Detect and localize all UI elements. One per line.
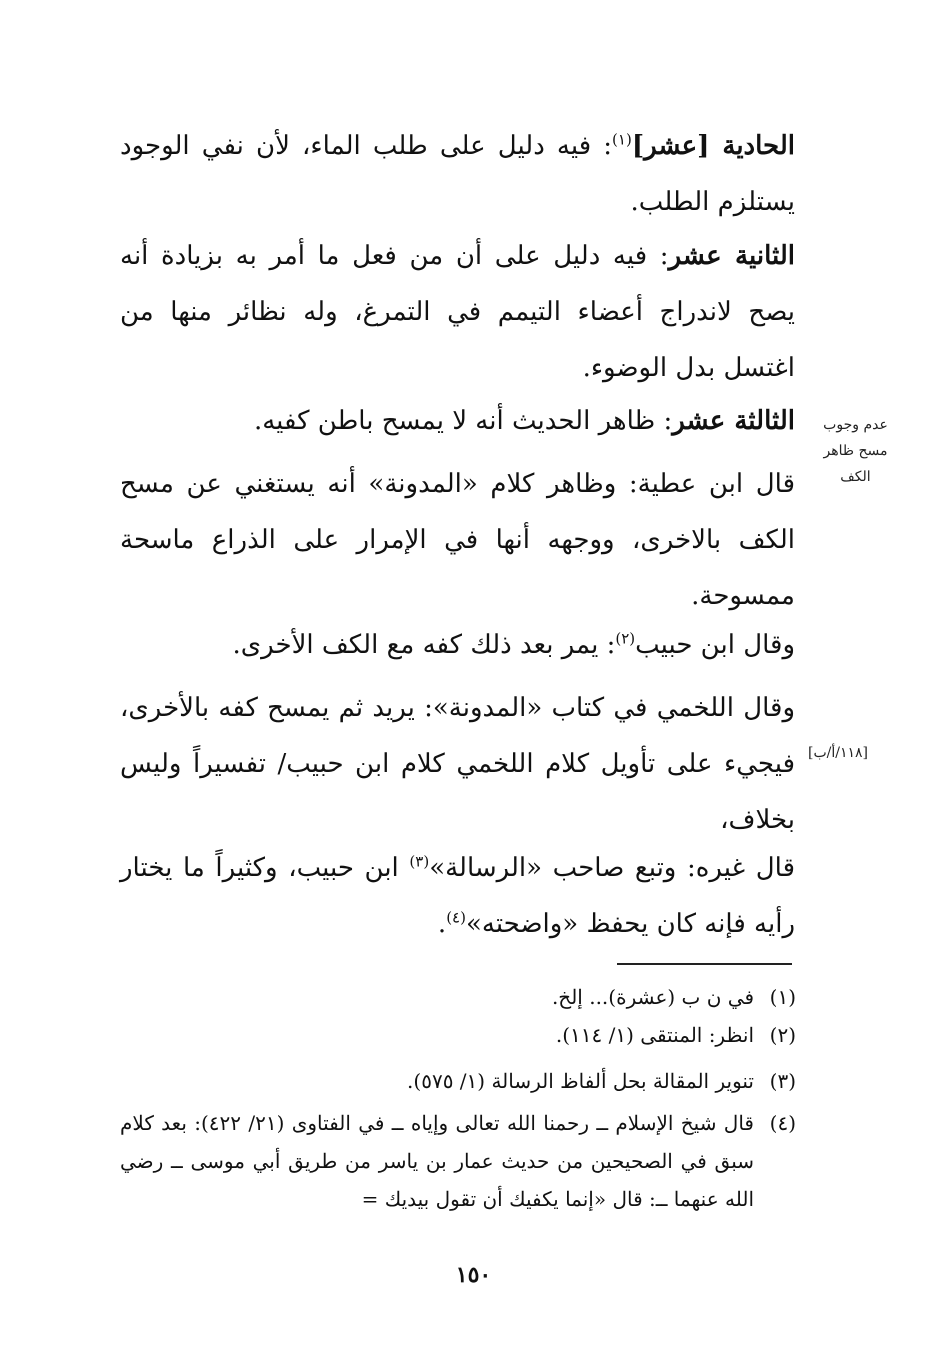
paragraph-lakhmi (120, 680, 795, 848)
paragraph-text: : ظاهر الحديث أنه لا يمسح باطن كفيه. (253, 406, 673, 436)
margin-note-line: عدم وجوب (823, 417, 888, 433)
footnote-number: (٢) (769, 1023, 796, 1047)
footnote-marker: (٣) (409, 852, 430, 871)
footnote-separator (617, 963, 792, 965)
paragraph-text: . (437, 909, 447, 939)
paragraph-text: : فيه دليل على أن من فعل ما أمر به بزيادة أنه يصح لاندراج أعضاء التيمم في التمرغ، وله نظائر منها من اغتسل بدل الوضوء. (120, 241, 795, 383)
footnote-4 (120, 1104, 796, 1218)
paragraph-text: : يمر بعد ذلك كفه مع الكف الأخرى. (232, 630, 616, 660)
footnote-2 (120, 1016, 796, 1054)
footnote-text: في ن ب (عشرة)... إلخ. (551, 985, 754, 1009)
paragraph-label: الحادية [عشر] (631, 131, 795, 161)
paragraph-text: : فيه دليل على طلب الماء، لأن نفي الوجود يستلزم الطلب. (120, 131, 795, 217)
paragraph-13 (120, 393, 795, 449)
footnote-3 (120, 1062, 796, 1100)
paragraph-label: الثالثة عشر (672, 406, 795, 436)
footnote-marker: (٢) (615, 629, 636, 648)
paragraph-text: قال غيره: وتبع صاحب «الرسالة» (429, 853, 796, 883)
margin-note-line: مسح ظاهر (823, 443, 888, 459)
footnote-number: (١) (769, 985, 796, 1009)
footnote-number: (٤) (769, 1111, 796, 1135)
paragraph-11 (120, 118, 795, 230)
margin-note (808, 412, 903, 490)
paragraph-12 (120, 228, 795, 396)
footnote-1 (120, 978, 796, 1016)
manuscript-folio-reference: [١١٨/أ/ب] (808, 745, 869, 761)
paragraph-ibn-atiyya (120, 456, 795, 624)
paragraph-label: الثانية عشر (668, 241, 795, 271)
footnote-text: انظر: المنتقى (١/ ١١٤). (555, 1023, 754, 1047)
paragraph-text: وقال ابن حبيب (635, 630, 795, 660)
footnote-marker: (١) (612, 130, 632, 149)
paragraph-text: ابن حبيب، وكثيراً ما يختار رأيه فإنه كان يحفظ «واضحته» (120, 853, 795, 939)
paragraph-text: قال ابن عطية: وظاهر كلام «المدونة» أنه يستغني عن مسح الكف بالاخرى، ووجهه أنها في الإمرار على الذراع ماسحة ممسوحة. (120, 469, 795, 611)
footnote-text: تنوير المقالة بحل ألفاظ الرسالة (١/ ٥٧٥). (407, 1069, 754, 1093)
footnote-marker: (٤) (446, 908, 466, 927)
footnote-text: قال شيخ الإسلام ــ رحمنا الله تعالى وإياه ــ في الفتاوى (٢١/ ٤٢٢): بعد كلام سبق في الصحيحين من حديث عمار بن ياسر من طريق أبي موسى ــ رضي الله عنهما ــ: قال «إنما يكفيك أن تقول بيديك = (120, 1111, 754, 1211)
page-number: ١٥٠ (455, 1262, 492, 1288)
paragraph-text: وقال اللخمي في كتاب «المدونة»: يريد ثم يمسح كفه بالأخرى، فيجيء على تأويل كلام اللخمي كلام ابن حبيب/ تفسيراً وليس بخلاف، (120, 693, 795, 835)
paragraph-ghayruh (120, 840, 795, 952)
footnote-number: (٣) (769, 1069, 796, 1093)
paragraph-ibn-habib (120, 617, 795, 673)
margin-note-line: الكف (840, 469, 871, 485)
